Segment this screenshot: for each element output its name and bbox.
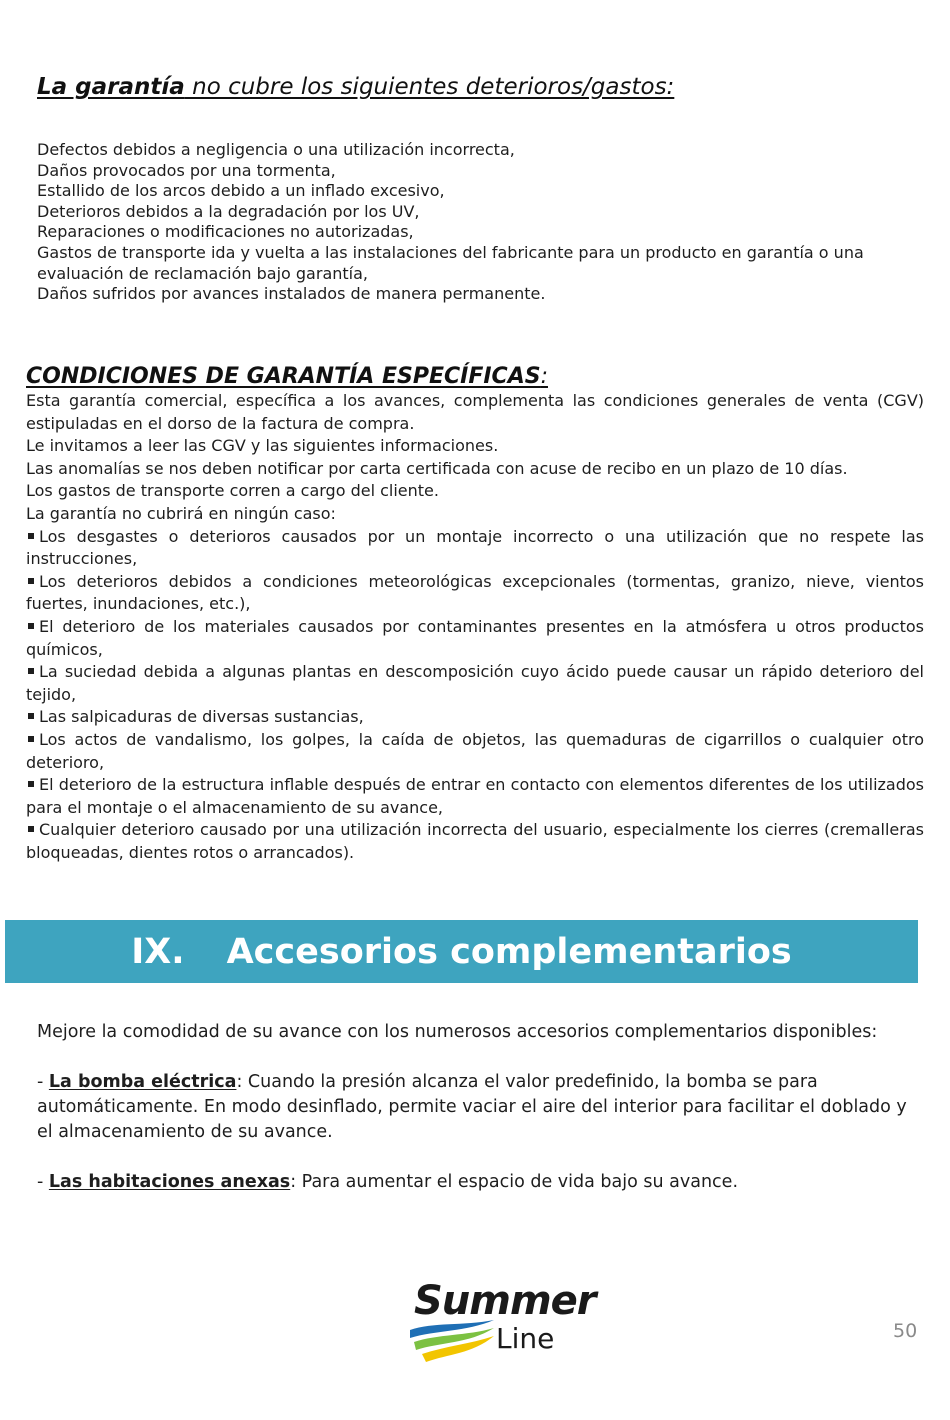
- page-number: 50: [893, 1320, 918, 1342]
- warranty-bullet: [26, 616, 924, 661]
- specific-warranty-title-colon: :: [540, 364, 548, 389]
- warranty-paragraph: Las anomalías se nos deben notificar por carta certificada con acuse de recibo en un plazo de 10 días.: [26, 458, 848, 478]
- exclusion-item: Defectos debidos a negligencia o una utilización incorrecta,: [37, 140, 515, 159]
- square-bullet-icon: [28, 713, 34, 719]
- square-bullet-icon: [28, 781, 34, 787]
- warranty-exclusions-title-rest: no cubre los siguientes deterioros/gastos:: [184, 74, 675, 100]
- accessory-item: [37, 1070, 927, 1145]
- accessory-item: [37, 1170, 927, 1195]
- square-bullet-icon: [28, 668, 34, 674]
- square-bullet-icon: [28, 533, 34, 539]
- section-number: IX.: [131, 931, 185, 972]
- square-bullet-icon: [28, 578, 34, 584]
- warranty-bullet-text: Las salpicaduras de diversas sustancias,: [39, 707, 364, 727]
- accessory-prefix: -: [37, 1172, 49, 1192]
- warranty-bullet: [26, 774, 924, 819]
- warranty-bullet-text: Cualquier deterioro causado por una utilización incorrecta del usuario, especialmente los cierres (cremalleras bloqueadas, dientes rotos o arrancados).: [26, 820, 924, 862]
- warranty-bullet: [26, 661, 924, 706]
- warranty-paragraph: Le invitamos a leer las CGV y las siguientes informaciones.: [26, 436, 499, 456]
- exclusion-item: Reparaciones o modificaciones no autorizadas,: [37, 222, 414, 242]
- exclusion-item: Deterioros debidos a la degradación por los UV,: [37, 201, 420, 221]
- warranty-paragraph: Los gastos de transporte corren a cargo del cliente.: [26, 481, 439, 501]
- warranty-bullet-text: La suciedad debida a algunas plantas en descomposición cuyo ácido puede causar un rápido deterioro del tejido,: [26, 662, 924, 704]
- warranty-paragraph: La garantía no cubrirá en ningún caso:: [26, 503, 336, 523]
- section-title: Accesorios complementarios: [226, 931, 792, 972]
- specific-warranty-title-text: CONDICIONES DE GARANTÍA ESPECÍFICAS: [26, 364, 541, 389]
- warranty-bullet: [26, 729, 924, 774]
- warranty-bullet-text: El deterioro de la estructura inflable después de entrar en contacto con elementos diferentes de los utilizados para el montaje o el almacenamiento de su avance,: [26, 775, 924, 817]
- warranty-bullet: [26, 706, 924, 729]
- section-banner: [5, 920, 918, 983]
- warranty-bullet: [26, 571, 924, 616]
- square-bullet-icon: [28, 736, 34, 742]
- exclusion-item: Daños provocados por una tormenta,: [37, 160, 336, 180]
- square-bullet-icon: [28, 826, 34, 832]
- specific-warranty-title: [26, 364, 924, 390]
- accessory-prefix: -: [37, 1072, 49, 1092]
- logo-word-line: Line: [496, 1322, 555, 1355]
- summer-line-logo: [408, 1278, 596, 1368]
- warranty-paragraph: Esta garantía comercial, específica a los avances, complementa las condiciones generales de venta (CGV) estipuladas en el dorso de la factura de compra.: [26, 391, 924, 433]
- accessories-section: [37, 1020, 927, 1195]
- accessories-intro: Mejore la comodidad de su avance con los numerosos accesorios complementarios disponibles:: [37, 1022, 878, 1042]
- warranty-bullet-text: El deterioro de los materiales causados por contaminantes presentes en la atmósfera u otros productos químicos,: [26, 616, 924, 659]
- accessory-term: Las habitaciones anexas: [48, 1172, 291, 1192]
- warranty-bullet: [26, 526, 924, 571]
- exclusion-item: Estallido de los arcos debido a un inflado excesivo,: [37, 181, 445, 201]
- accessory-description: : Cuando la presión alcanza el valor predefinido, la bomba se para automáticamente. En modo desinflado, permite vaciar el aire del interior para facilitar el doblado y el almacenamiento de su avance.: [37, 1072, 907, 1142]
- square-bullet-icon: [28, 623, 34, 629]
- warranty-bullet-text: Los deterioros debidos a condiciones meteorológicas excepcionales (tormentas, granizo, nieve, vientos fuertes, inundaciones, etc.),: [26, 571, 924, 614]
- logo-word-summer: Summer: [414, 1278, 596, 1324]
- accessory-term: La bomba eléctrica: [48, 1072, 237, 1092]
- warranty-bullet: [26, 819, 924, 864]
- warranty-exclusions-title: [37, 74, 674, 100]
- exclusion-item: Gastos de transporte ida y vuelta a las instalaciones del fabricante para un producto en garantía o una evaluación de reclamación bajo garantía,: [37, 242, 864, 283]
- warranty-exclusions-title-strong: La garantía: [37, 74, 185, 100]
- warranty-bullet-text: Los actos de vandalismo, los golpes, la caída de objetos, las quemaduras de cigarrillos o cualquier otro deterioro,: [26, 729, 924, 772]
- warranty-bullet-text: Los desgastes o deterioros causados por un montaje incorrecto o una utilización que no respete las instrucciones,: [26, 526, 924, 569]
- warranty-exclusions-list: [37, 140, 927, 305]
- exclusion-item: Daños sufridos por avances instalados de manera permanente.: [37, 284, 546, 304]
- accessory-description: : Para aumentar el espacio de vida bajo su avance.: [290, 1172, 739, 1192]
- specific-warranty-section: [26, 364, 924, 864]
